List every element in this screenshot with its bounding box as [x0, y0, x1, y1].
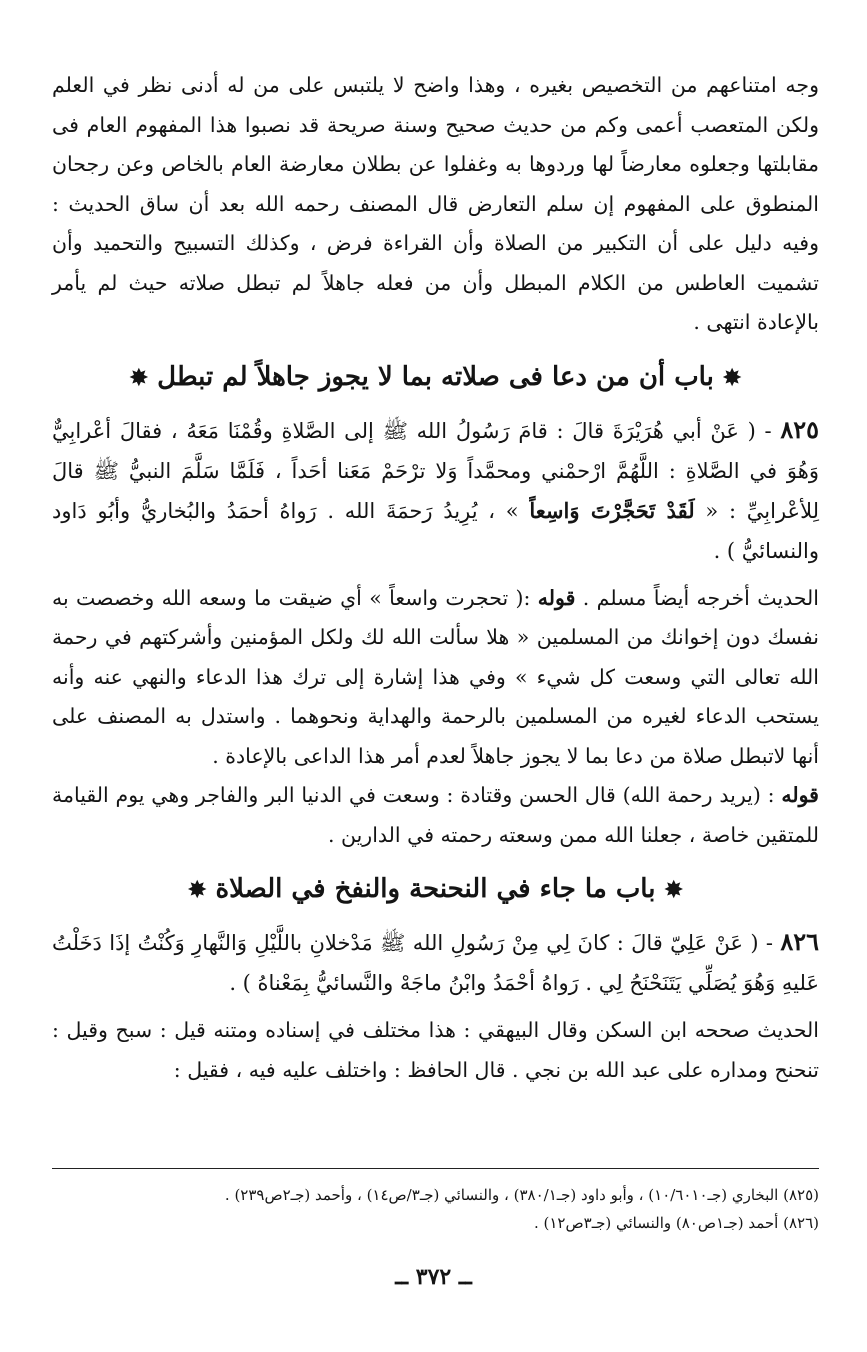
hadith-text: - ( عَنْ عَلِيّ قالَ : كانَ لِي مِنْ رَسُولِ الله ﷺ مَدْخلانِ باللَّيْلِ وَالنَّهارِ وَكُنْتُ إذَا دَخَلْتُ عَليهِ وَهُوَ يُصَلِّي يَتَنَحْنَحُ لِي . رَواهُ أحْمَدُ وابْنُ ماجَهْ والنَّسائيُّ بِمَعْناهُ ) .	[52, 931, 819, 995]
qawluh-label: قوله	[537, 585, 576, 610]
star-ornament-icon: ✸	[129, 364, 149, 391]
commentary-paragraph	[52, 579, 819, 777]
footnote: (٨٢٥) البخاري (جـ١٠/٦٠١٠) ، وأبو داود (جـ٣٨٠/١) ، والنسائي (جـ٣/ص١٤) ، وأحمد (جـ٢ص٢٣٩) .	[224, 1186, 819, 1204]
commentary-text: الحديث أخرجه أيضاً مسلم .	[575, 585, 819, 610]
section-heading-1-text: باب أن من دعا فى صلاته بما لا يجوز جاهلاً لم تبطل	[157, 361, 714, 392]
star-ornament-icon: ✸	[188, 877, 207, 903]
hadith-text: » ، يُرِيدُ رَحمَةَ الله . رَواهُ أحمَدُ والبُخاريُّ وأبُو دَاود والنسائيُّ ) .	[52, 498, 819, 563]
commentary-text: :( تحجرت واسعاً » أي ضيقت ما وسعه الله وخصصت به نفسك دون إخوانك من المسلمين « هلا سألت الله لك ولكل المؤمنين وأشركتهم في رحمة الله تعالى التي وسعت كل شيء » وفي هذا إشارة إلى ترك هذا الدعاء والنهي عنه وأنه يستحب الدعاء لغيره من المسلمين بالرحمة والهداية ونحوهما . واستدل به المصنف على أنها لاتبطل صلاة من دعا بما لا يجوز جاهلاً لعدم أمر هذا الداعى بالإعادة .	[52, 585, 819, 768]
page-number: ــ ٣٧٢ ــ	[395, 1264, 472, 1290]
hadith-825	[52, 410, 819, 571]
hadith-number: ٨٢٦	[780, 927, 819, 956]
qawluh-label: قوله	[781, 783, 819, 807]
footnotes	[52, 1168, 819, 1237]
intro-paragraph: وجه امتناعهم من التخصيص بغيره ، وهذا واضح لا يلتبس على من له أدنى نظر في العلم ولكن المتعصب أعمى وكم من حديث صحيح وسنة صريحة قد نصبوا هذا المفهوم العام فى مقابلتها وجعلوه معارضاً لها وردوها به وغفلوا عن بطلان معارضة العام بالخاص وعن رجحان المنطوق على المفهوم إن سلم التعارض قال المصنف رحمه الله بعد أن ساق الحديث : وفيه دليل على أن التكبير من الصلاة وأن القراءة فرض ، وكذلك التسبيح والتحميد وأن تشميت العاطس من الكلام المبطل وأن من فعله جاهلاً لم تبطل صلاته حيث لم يأمر بالإعادة انتهى .	[52, 73, 819, 334]
hadith-emphasis: لَقَدْ تَحَجَّرْتَ وَاسِعاً	[529, 497, 695, 523]
commentary-paragraph	[52, 776, 819, 855]
commentary-paragraph: الحديث صححه ابن السكن وقال البيهقي : هذا مختلف في إسناده ومتنه قيل : سبح وقيل : تنحنح ومداره على عبد الله بن نجي . قال الحافظ : واختلف عليه فيه ، فقيل :	[52, 1018, 819, 1082]
footnote: (٨٢٦) أحمد (جـ١ص٨٠) والنسائي (جـ٣ص١٢) .	[533, 1214, 819, 1232]
section-heading-2	[52, 869, 819, 910]
star-ornament-icon: ✸	[722, 364, 742, 391]
star-ornament-icon: ✸	[664, 877, 683, 903]
commentary-text: : (يريد رحمة الله) قال الحسن وقتادة : وسعت في الدنيا البر والفاجر وهي يوم القيامة للمتقين خاصة ، جعلنا الله ممن وسعته رحمته في الدارين .	[52, 783, 819, 847]
hadith-826	[52, 922, 819, 1003]
hadith-number: ٨٢٥	[780, 414, 819, 444]
hadith-text: - ( عَنْ أبي هُرَيْرَةَ قالَ : قامَ رَسُولُ الله ﷺ إلى الصَّلاةِ وقُمْنَا مَعَهُ ، فقالَ أعْرابِيٌّ وَهُوَ في الصَّلاةِ : اللَّهُمَّ ارْحمْني ومحمَّداً وَلا ترْحَمْ مَعَنا أحَداً ، فَلَمَّا سَلَّمَ النبيُّ ﷺ قالَ لِلأعْرابِيِّ : «	[52, 418, 819, 523]
section-heading-2-text: باب ما جاء في النحنحة والنفخ في الصلاة	[215, 874, 656, 904]
section-heading-1	[52, 357, 819, 398]
